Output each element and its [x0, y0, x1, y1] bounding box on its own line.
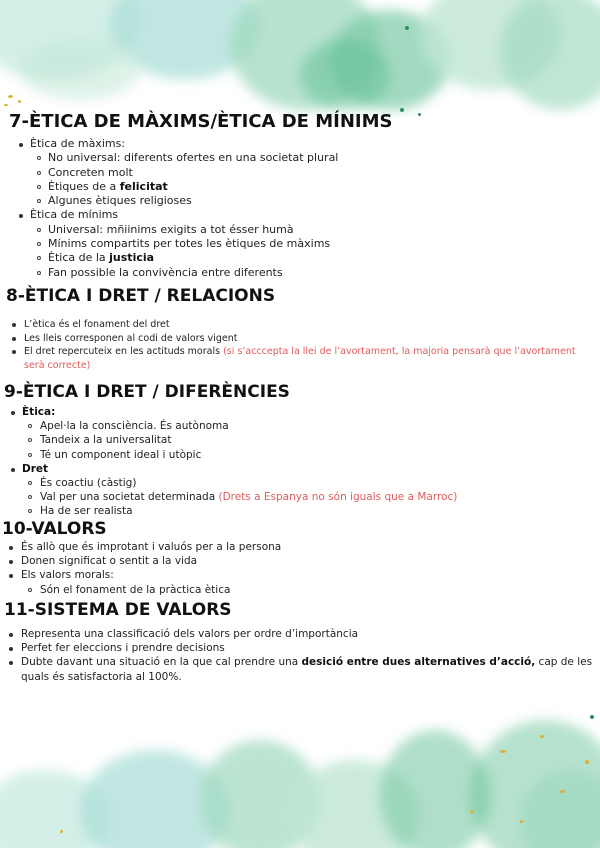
text-span: El dret repercuteix en les actituds morals — [24, 346, 224, 358]
list-item: Mínims compartits per totes les ètiques de màxims — [0, 237, 338, 251]
section-7-list — [0, 137, 338, 280]
list-item: Ètica de màxims: — [0, 137, 338, 151]
section-10-heading: 10-VALORS — [2, 519, 107, 539]
list-item: Algunes ètiques religioses — [0, 194, 338, 208]
section-9-heading: 9-ÈTICA I DRET / DIFERÈNCIES — [4, 382, 290, 402]
red-note: (si s’acccepta la llei de l’avortament, la majoria pensarà que l’avortament serà correcte) — [24, 346, 576, 371]
text-span: cap de les quals és satisfactoria al 100%. — [21, 656, 593, 683]
list-item — [0, 345, 598, 372]
section-9-list — [0, 405, 457, 519]
list-item: No universal: diferents ofertes en una societat plural — [0, 151, 338, 165]
bold-term: justicia — [109, 251, 155, 265]
list-item — [0, 655, 597, 683]
text-span: Dubte davant una situació en la que cal prendre una — [21, 656, 302, 669]
red-note: (Drets a Espanya no són iguals que a Marroc) — [218, 491, 458, 504]
list-item: Els valors morals: — [0, 568, 281, 582]
bold-term: Dret — [22, 462, 49, 475]
list-item: Universal: mñiinims exigits a tot ésser humà — [0, 223, 338, 237]
list-item: L’ètica és el fonament del dret — [0, 318, 598, 332]
section-8-heading: 8-ÈTICA I DRET / RELACIONS — [6, 286, 276, 306]
list-item: Tandeix a la universalitat — [0, 433, 457, 447]
list-item: Té un component ideal i utòpic — [0, 448, 457, 462]
list-item: Concreten molt — [0, 166, 338, 180]
section-11-heading: 11-SISTEMA DE VALORS — [4, 600, 232, 620]
list-item — [0, 490, 457, 504]
list-item: És allò que és improtant i valuós per a la persona — [0, 540, 281, 554]
bold-term: desició entre dues alternatives d’acció, — [301, 656, 536, 669]
bold-term: felicitat — [119, 179, 168, 193]
list-item: Perfet fer eleccions i prendre decisions — [0, 641, 597, 655]
text-span: Ètica de la — [48, 251, 110, 265]
list-item: Ha de ser realista — [0, 504, 457, 518]
list-item: Les lleis corresponen al codi de valors vigent — [0, 332, 598, 346]
list-item: Donen significat o sentit a la vida — [0, 554, 281, 568]
list-item: Ètica de mínims — [0, 208, 338, 222]
list-item — [0, 462, 457, 476]
list-item: Fan possible la convivència entre diferents — [0, 266, 338, 280]
list-item: Apel·la la consciència. És autònoma — [0, 419, 457, 433]
text-span: Val per una societat determinada — [40, 491, 219, 504]
section-7-heading: 7-ÈTICA DE MÀXIMS/ÈTICA DE MÍNIMS — [9, 111, 393, 132]
list-item — [0, 251, 338, 265]
list-item: Són el fonament de la pràctica ètica — [0, 583, 281, 597]
list-item — [0, 180, 338, 194]
list-item — [0, 405, 457, 419]
section-10-list — [0, 540, 281, 597]
section-8-list — [0, 318, 598, 372]
list-item: Representa una classificació dels valors per ordre d’importància — [0, 627, 597, 641]
section-11-list — [0, 627, 597, 684]
bold-term: Ètica: — [22, 406, 56, 418]
list-item: És coactiu (càstig) — [0, 476, 457, 490]
text-span: Ètiques de a — [48, 179, 120, 193]
